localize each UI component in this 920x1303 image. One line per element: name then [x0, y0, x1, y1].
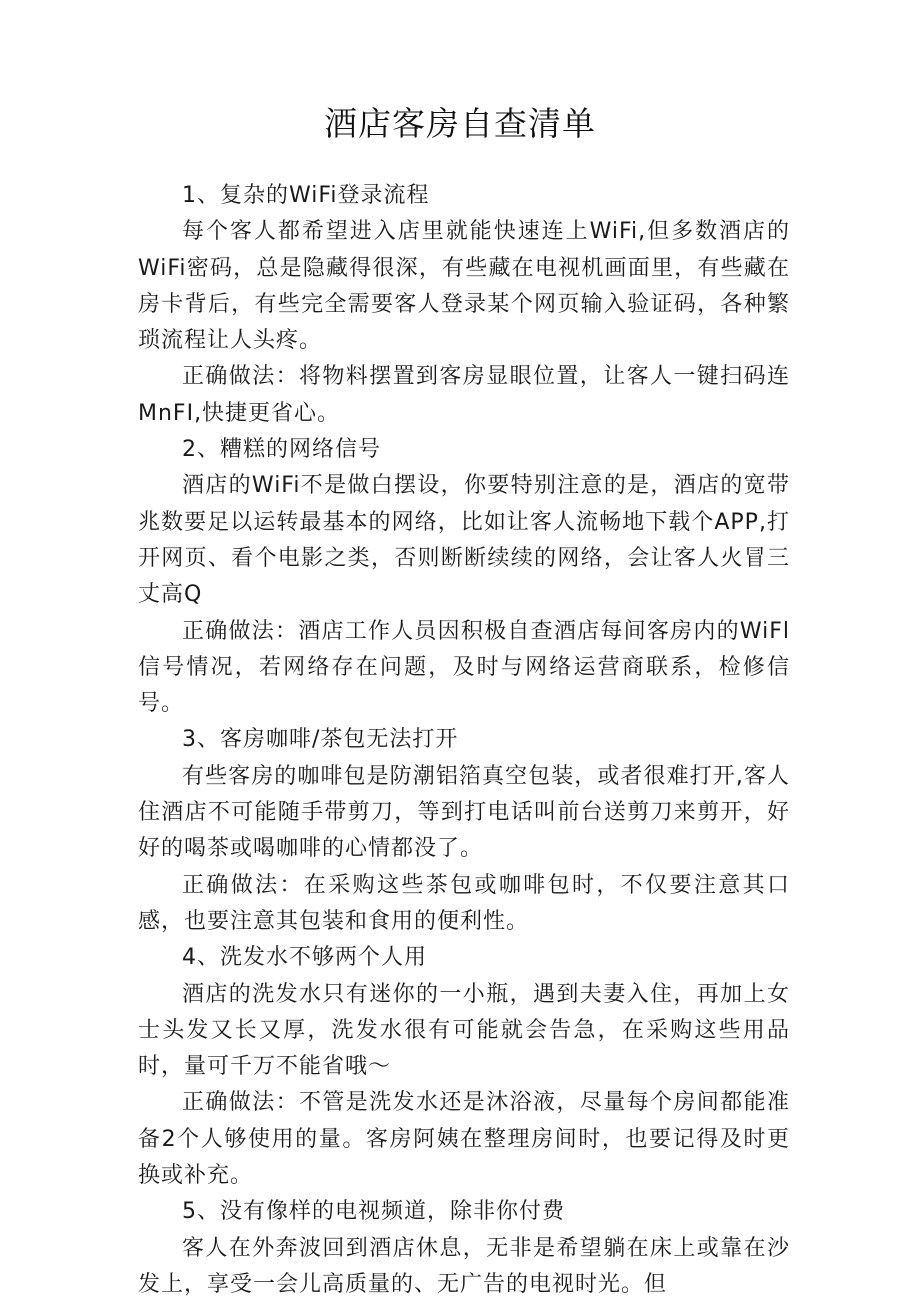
paragraph: 客人在外奔波回到酒店休息，无非是希望躺在床上或靠在沙发上，享受一会儿高质量的、无广告的电视时光。但: [138, 1235, 790, 1297]
section-heading-2: 2、糟糕的网络信号: [182, 437, 381, 463]
section-heading-5: 5、没有像样的电视频道，除非你付费: [182, 1199, 565, 1225]
paragraph: 正确做法：在采购这些茶包或咖啡包时，不仅要注意其口感，也要注意其包装和食用的便利性。: [138, 872, 790, 934]
paragraph: 正确做法：酒店工作人员因积极自查酒店每间客房内的WiFl信号情况，若网络存在问题，及时与网络运营商联系，检修信号。: [138, 618, 790, 717]
paragraph: 每个客人都希望进入店里就能快速连上WiFi,但多数酒店的WiFi密码，总是隐藏得很深，有些藏在电视机画面里，有些藏在房卡背后，有些完全需要客人登录某个网页输入验证码，各种繁琐流程让人头疼。: [138, 219, 790, 354]
document-body: [138, 178, 790, 1303]
paragraph: 有些客房的咖啡包是防潮铝箔真空包装，或者很难打开,客人住酒店不可能随手带剪刀，等到打电话叫前台送剪刀来剪开，好好的喝茶或喝咖啡的心情都没了。: [138, 763, 790, 862]
paragraph: 酒店的洗发水只有迷你的一小瓶，遇到夫妻入住，再加上女士头发又长又厚，洗发水很有可能就会告急，在采购这些用品时，量可千万不能省哦〜: [138, 981, 790, 1080]
paragraph: 酒店的WiFi不是做白摆设，你要特别注意的是，酒店的宽带兆数要足以运转最基本的网络，比如让客人流畅地下载个APP,打开网页、看个电影之类，否则断断续续的网络，会让客人火冒三丈高Q: [138, 473, 790, 608]
section-heading-1: 1、复杂的WiFi登录流程: [182, 183, 430, 208]
paragraph: 正确做法：将物料摆置到客房显眼位置，让客人一键扫码连MnFI,快捷更省心。: [138, 364, 790, 426]
paragraph: 正确做法：不管是洗发水还是沐浴液，尽量每个房间都能准备2个人够使用的量。客房阿姨在整理房间时，也要记得及时更换或补充。: [138, 1090, 790, 1189]
section-heading-4: 4、洗发水不够两个人用: [182, 945, 427, 971]
section-heading-3: 3、客房咖啡/茶包无法打开: [182, 727, 459, 753]
document-title: 酒店客房自查清单: [324, 104, 596, 143]
